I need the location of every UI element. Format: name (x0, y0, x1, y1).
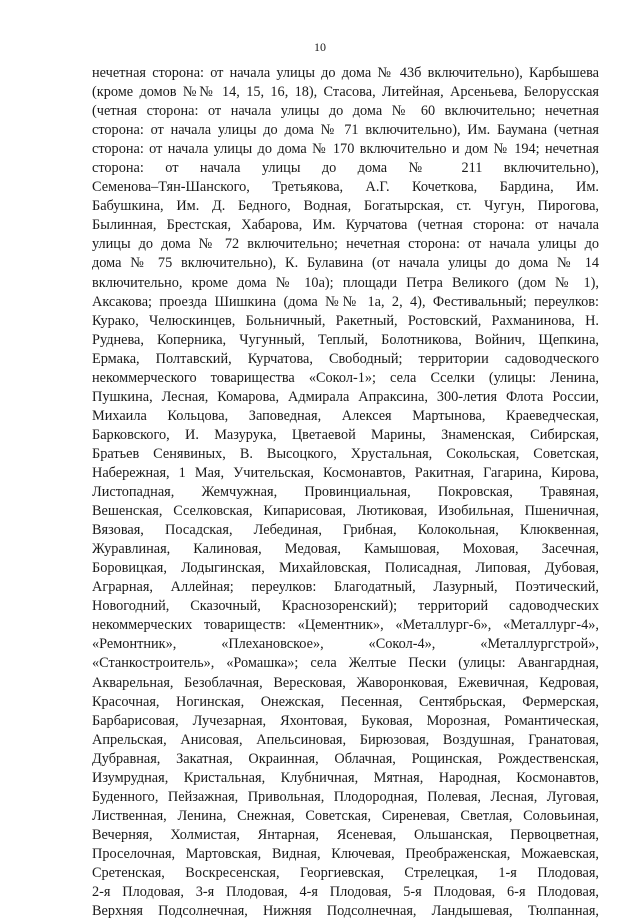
text-line: Апрельская, Анисовая, Апельсиновая, Бирюзовая, Воздушная, Гранатовая, (92, 731, 599, 748)
text-line: Былинная, Брестская, Хабарова, Им. Курчатова (четная сторона: от начала (92, 217, 599, 234)
text-line: Вешенская, Сселковская, Кипарисовая, Лютиковая, Изобильная, Пшеничная, (92, 503, 599, 520)
text-line: Руднева, Коперника, Чугунный, Теплый, Болотникова, Войнич, Щепкина, (92, 331, 599, 348)
text-line: сторона: от начала улицы до дома № 211 включительно), (92, 160, 599, 177)
text-line: сторона: от начала улицы до дома № 71 включительно), Им. Баумана (четная (92, 122, 599, 139)
text-line: Верхняя Подсолнечная, Нижняя Подсолнечная, Ландышевая, Тюлпанная, (92, 903, 599, 920)
text-line: Куракo, Челюскинцев, Больничный, Ракетный, Ростовский, Рахманинова, Н. (92, 312, 599, 329)
text-line: Изумрудная, Кристальная, Клубничная, Мятная, Народная, Космонавтов, (92, 769, 599, 786)
page-number: 10 (314, 40, 326, 54)
text-line: Пушкина, Лесная, Комарова, Адмирала Апраксина, 300-летия Флота России, (92, 388, 599, 405)
text-line: Вязовая, Посадская, Лебединая, Грибная, Колокольная, Клюквенная, (92, 522, 599, 539)
text-line: Михаила Кольцова, Заповедная, Алексея Мартынова, Краеведческая, (92, 407, 599, 424)
text-line: Дубравная, Закатная, Окраинная, Облачная, Рощинская, Рождественская, (92, 750, 599, 767)
text-line: Сретенская, Воскресенская, Георгиевская, Стрелецкая, 1-я Плодовая, (92, 864, 599, 881)
body-text (92, 64, 599, 921)
text-line: «Ремонтник», «Плехановское», «Сокол-4», «Металлургстрой», (92, 636, 599, 653)
text-line: Аксакова; проезда Шишкина (дома №№ 1а, 2, 4), Фестивальный; переулков: (92, 293, 599, 310)
text-line: Листопадная, Жемчужная, Провинциальная, Покровская, Травяная, (92, 484, 599, 501)
text-line: Братьев Сенявиных, В. Высоцкого, Хрустальная, Сокольская, Советская, (92, 445, 599, 462)
text-line: (четная сторона: от начала улицы до дома № 60 включительно; нечетная (92, 103, 599, 120)
text-line: Лиственная, Ленина, Снежная, Советская, Сиреневая, Светлая, Соловьиная, (92, 807, 599, 824)
text-line: «Станкостроитель», «Ромашка»; села Желтые Пески (улицы: Авангардная, (92, 655, 599, 672)
text-line: Барбарисовая, Лучезарная, Яхонтовая, Буковая, Морозная, Романтическая, (92, 712, 599, 729)
text-line: Барковского, И. Мазурука, Цветаевой Марины, Знаменская, Сибирская, (92, 426, 599, 443)
text-line: (кроме домов №№ 14, 15, 16, 18), Стасова, Литейная, Арсеньева, Белорусская (92, 84, 599, 101)
text-line: сторона: от начала улицы до дома № 170 включительно и дом № 194; нечетная (92, 141, 599, 158)
text-line: Ермака, Полтавский, Курчатова, Свободный; территории садоводческого (92, 350, 599, 367)
text-line: некоммерческого товарищества «Сокол-1»; села Сселки (улицы: Ленина, (92, 369, 599, 386)
text-line: улицы до дома № 72 включительно; нечетная сторона: от начала улицы до (92, 236, 599, 253)
text-line: Аграрная, Аллейная; переулков: Благодатный, Лазурный, Поэтический, (92, 579, 599, 596)
text-line: Акварельная, Безоблачная, Вересковая, Жаворонковая, Ежевичная, Кедровая, (92, 674, 599, 691)
text-line: Буденного, Пейзажная, Привольная, Плодородная, Полевая, Лесная, Луговая, (92, 788, 599, 805)
text-line: 2-я Плодовая, 3-я Плодовая, 4-я Плодовая, 5-я Плодовая, 6-я Плодовая, (92, 884, 599, 901)
text-line: некоммерческих товариществ: «Цементник», «Металлург-6», «Металлург-4», (92, 617, 599, 634)
text-line: Вечерняя, Холмистая, Янтарная, Ясеневая, Ольшанская, Первоцветная, (92, 826, 599, 843)
text-line: Проселочная, Мартовская, Видная, Ключевая, Преображенская, Можаевская, (92, 845, 599, 862)
text-line: Набережная, 1 Мая, Учительская, Космонавтов, Ракитная, Гагарина, Кирова, (92, 464, 599, 481)
text-line: Красочная, Ногинская, Онежская, Песенная, Сентябрьская, Фермерская, (92, 693, 599, 710)
text-line: Семенова–Тян-Шанского, Третьякова, А.Г. Кочеткова, Бардина, Им. (92, 179, 599, 196)
text-line: Боровицкая, Лодыгинская, Михайловская, Полисадная, Липовая, Дубовая, (92, 560, 599, 577)
text-line: включительно, кроме дома № 10а); площади Петра Великого (дом № 1), (92, 274, 599, 291)
text-line: дома № 75 включительно), К. Булавина (от начала улицы до дома № 14 (92, 255, 599, 272)
text-line: Бабушкина, Им. Д. Бедного, Водная, Богатырская, ст. Чугун, Пирогова, (92, 198, 599, 215)
text-line: Журавлиная, Калиновая, Медовая, Камышовая, Моховая, Засечная, (92, 541, 599, 558)
text-line: Новогодний, Сказочный, Краснозоренский); территорий садоводческих (92, 598, 599, 615)
text-line: нечетная сторона: от начала улицы до дома № 43б включительно), Карбышева (92, 65, 599, 81)
